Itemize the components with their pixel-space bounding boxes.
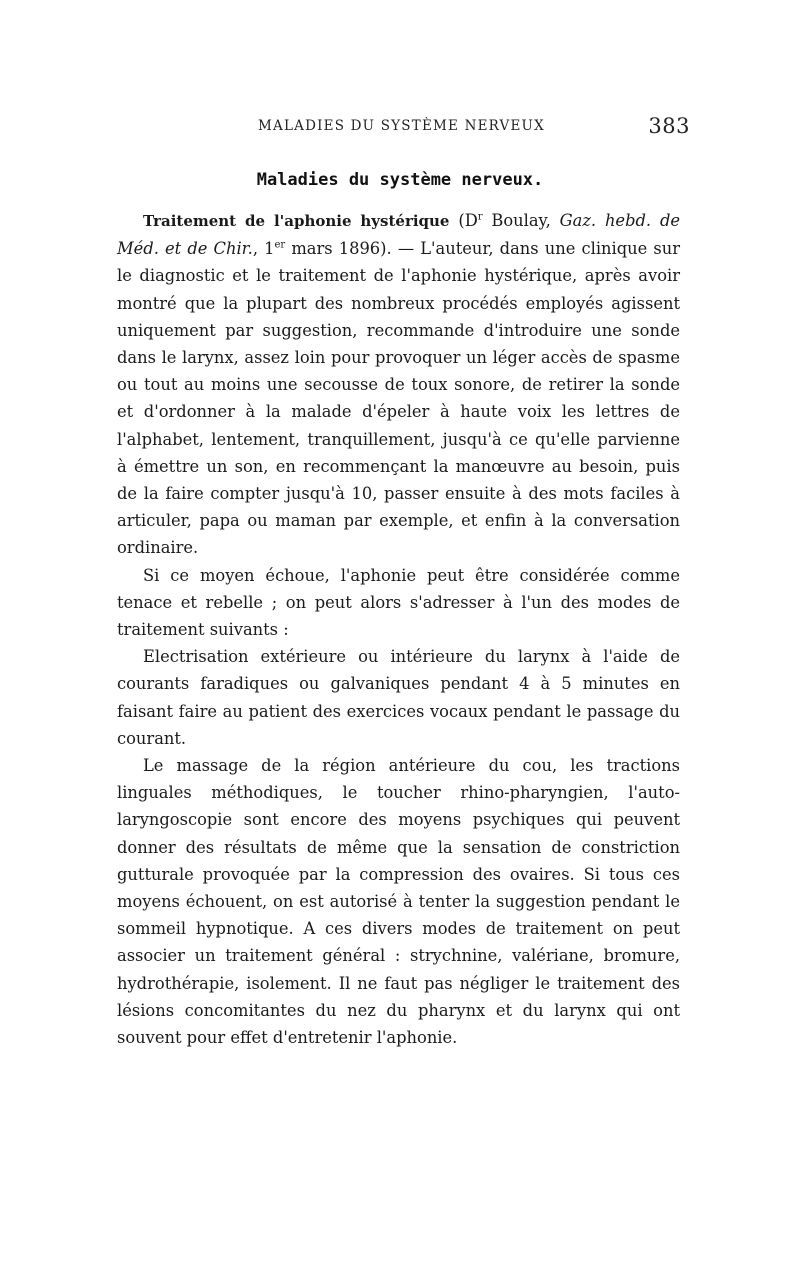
paragraph-1: [117, 207, 680, 562]
citation-date-b: mars 1896). —: [285, 239, 421, 259]
paragraph-2: Si ce moyen échoue, l'aphonie peut être considérée comme tenace et rebelle ; on peut alors s'adresser à l'un des modes de traitement suivants :: [117, 565, 680, 640]
section-title: Maladies du système nerveux.: [256, 170, 544, 190]
running-title: MALADIES DU SYSTÈME NERVEUX: [258, 118, 545, 134]
journal-title: Gaz. hebd. de Méd. et de Chir.: [117, 211, 680, 259]
citation-date-a: , 1: [252, 239, 275, 259]
paragraph-3: Electrisation extérieure ou intérieure du larynx à l'aide de courants faradiques ou galvaniques pendant 4 à 5 minutes en faisant faire au patient des exercices vocaux pendant le passage du courant.: [117, 647, 680, 748]
page-number: 383: [648, 114, 690, 138]
running-header: [110, 116, 690, 142]
citation-open: (D: [449, 211, 478, 230]
citation-date-sup: er: [274, 239, 286, 251]
article-body: [117, 207, 680, 1051]
paragraph-1-text: L'auteur, dans une clinique sur le diagnostic et le traitement de l'aphonie hystérique, après avoir montré que la plupart des nombreux procédés employés agissent uniquement par suggestion, recommande d'introduire une sonde dans le larynx, assez loin pour provoquer un léger accès de spasme ou tout au moins une secousse de toux sonore, de retirer la sonde et d'ordonner à la malade d'épeler à haute voix les lettres de l'alphabet, lentement, tranquillement, jusqu'à ce qu'elle parvienne à émettre un son, en recommençant la manœuvre au besoin, puis de la faire compter jusqu'à 10, passer ensuite à des mots faciles à articuler, papa ou maman par exemple, et enfin à la conversation ordinaire.: [117, 239, 681, 558]
citation-author: Boulay,: [482, 211, 560, 230]
citation-sup: r: [477, 211, 483, 223]
paragraph-4: Le massage de la région antérieure du cou, les tractions linguales méthodiques, le toucher rhino-pharyngien, l'auto-laryngoscopie sont encore des moyens psychiques qui peuvent donner des résultats de même que la sensation de constriction gutturale provoquée par la compression des ovaires. Si tous ces moyens échouent, on est autorisé à tenter la suggestion pendant le sommeil hypnotique. A ces divers modes de traitement on peut associer un traitement général : strychnine, valériane, bromure, hydrothérapie, isolement. Il ne faut pas négliger le traitement des lésions concomitantes du nez du pharynx et du larynx qui ont souvent pour effet d'entretenir l'aphonie.: [117, 756, 680, 1048]
article-lead-title: Traitement de l'aphonie hystérique: [143, 212, 450, 230]
